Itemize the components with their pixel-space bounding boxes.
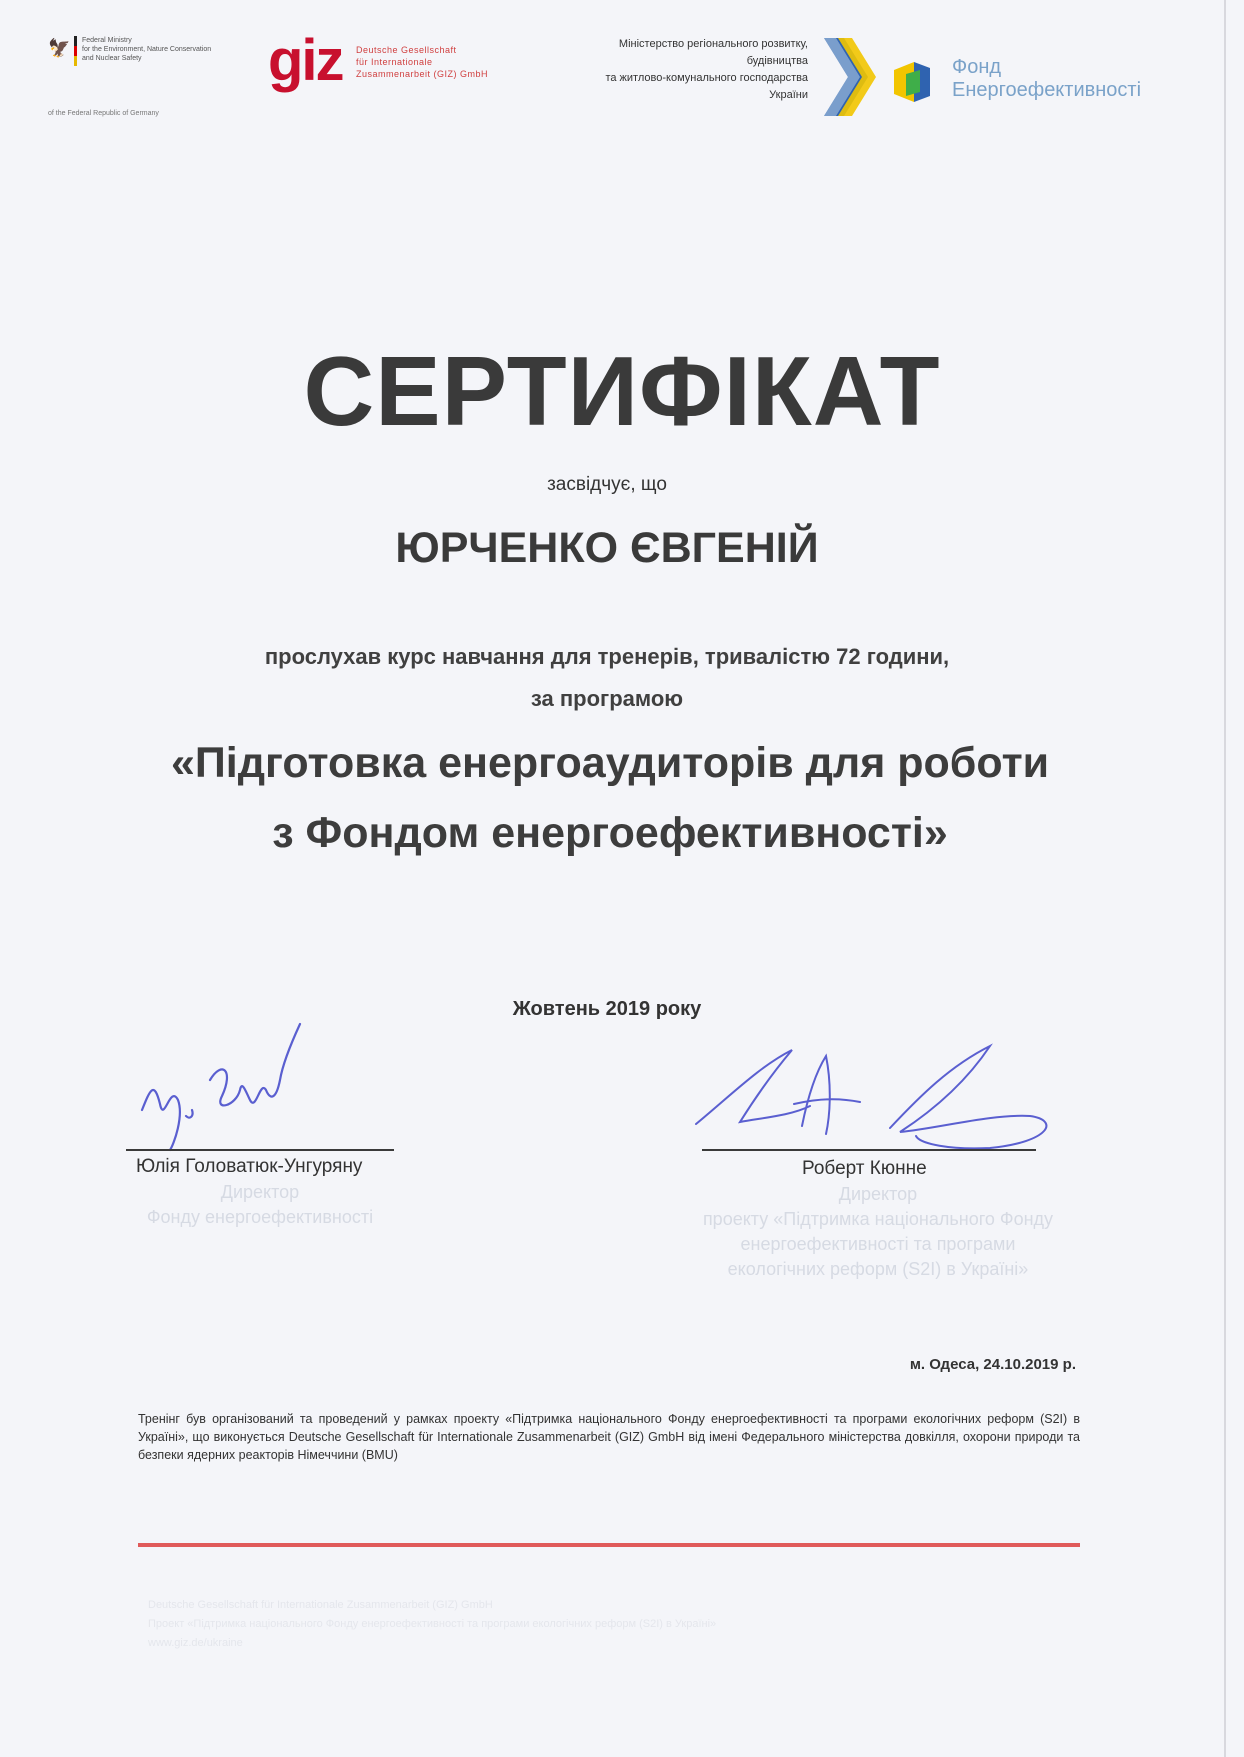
program-intro: за програмою <box>530 686 684 711</box>
right-signer-role: Директор проекту «Підтримка національного Фонду енергоефективності та програми екологічних реформ (S2I) в Україні» <box>702 1184 1054 1279</box>
fund-cube-icon <box>890 56 932 108</box>
bmu-note: of the Federal Republic of Germany <box>48 110 159 117</box>
giz-name: Deutsche Gesellschaft für Internationale Zusammenarbeit (GIZ) GmbH <box>356 45 489 79</box>
certificate-date: Жовтень 2019 року <box>512 998 702 1020</box>
bmu-name: Federal Ministry for the Environment, Nature Conservation and Nuclear Safety <box>82 37 212 62</box>
faded-footer: Deutsche Gesellschaft für Internationale Zusammenarbeit (GIZ) GmbH Проект «Підтримка національного Фонду енергоефективності та програми екологічних реформ (S2I) в Україні» www.giz.de/ukraine <box>148 1599 717 1649</box>
program-title: «Підготовка енергоаудиторів для роботи з Фондом енергоефективності» <box>170 739 1050 857</box>
right-signature-scribble <box>690 1036 1080 1156</box>
red-divider <box>138 1543 1080 1547</box>
giz-wordmark: giz <box>268 28 343 93</box>
certificate-title: СЕРТИФІКАТ <box>303 336 941 446</box>
certifies-text: засвідчує, що <box>547 474 667 495</box>
right-signature-line <box>702 1149 1036 1151</box>
course-description: прослухав курс навчання для тренерів, тривалістю 72 години, <box>264 644 950 669</box>
german-flag-bar <box>74 36 77 66</box>
right-signer-name: Роберт Кюнне <box>802 1158 927 1179</box>
fund-name: Фонд Енергоефективності <box>952 56 1142 101</box>
left-signature-scribble <box>130 1020 330 1160</box>
city-date: м. Одеса, 24.10.2019 р. <box>909 1356 1076 1373</box>
ministry-chevron-icon <box>822 36 878 118</box>
bmu-logo <box>48 36 248 117</box>
page-edge <box>1224 0 1226 1757</box>
giz-logo <box>268 28 508 106</box>
ministry-name: Міністерство регіонального розвитку, будівництва та житлово-комунального господарства України <box>605 38 808 101</box>
recipient-name: ЮРЧЕНКО ЄВГЕНІЙ <box>395 524 819 572</box>
footnote: Тренінг був організований та проведений у рамках проекту «Підтримка національного Фонду енергоефективності та програми екологічних реформ (S2I) в Україні», що виконується Deutsche Gesellschaft für Internationale Zusammenarbeit (GIZ) GmbH від імені Федерального міністерства довкілля, охорони природи та безпеки ядерних реакторів Німеччини (BMU) <box>138 1412 1080 1462</box>
federal-eagle-icon: 🦅 <box>48 38 71 58</box>
left-signature-line <box>126 1149 394 1151</box>
left-signer-name: Юлія Головатюк-Унгуряну <box>136 1156 363 1177</box>
left-signer-role: Директор Фонду енергоефективності <box>146 1182 374 1227</box>
